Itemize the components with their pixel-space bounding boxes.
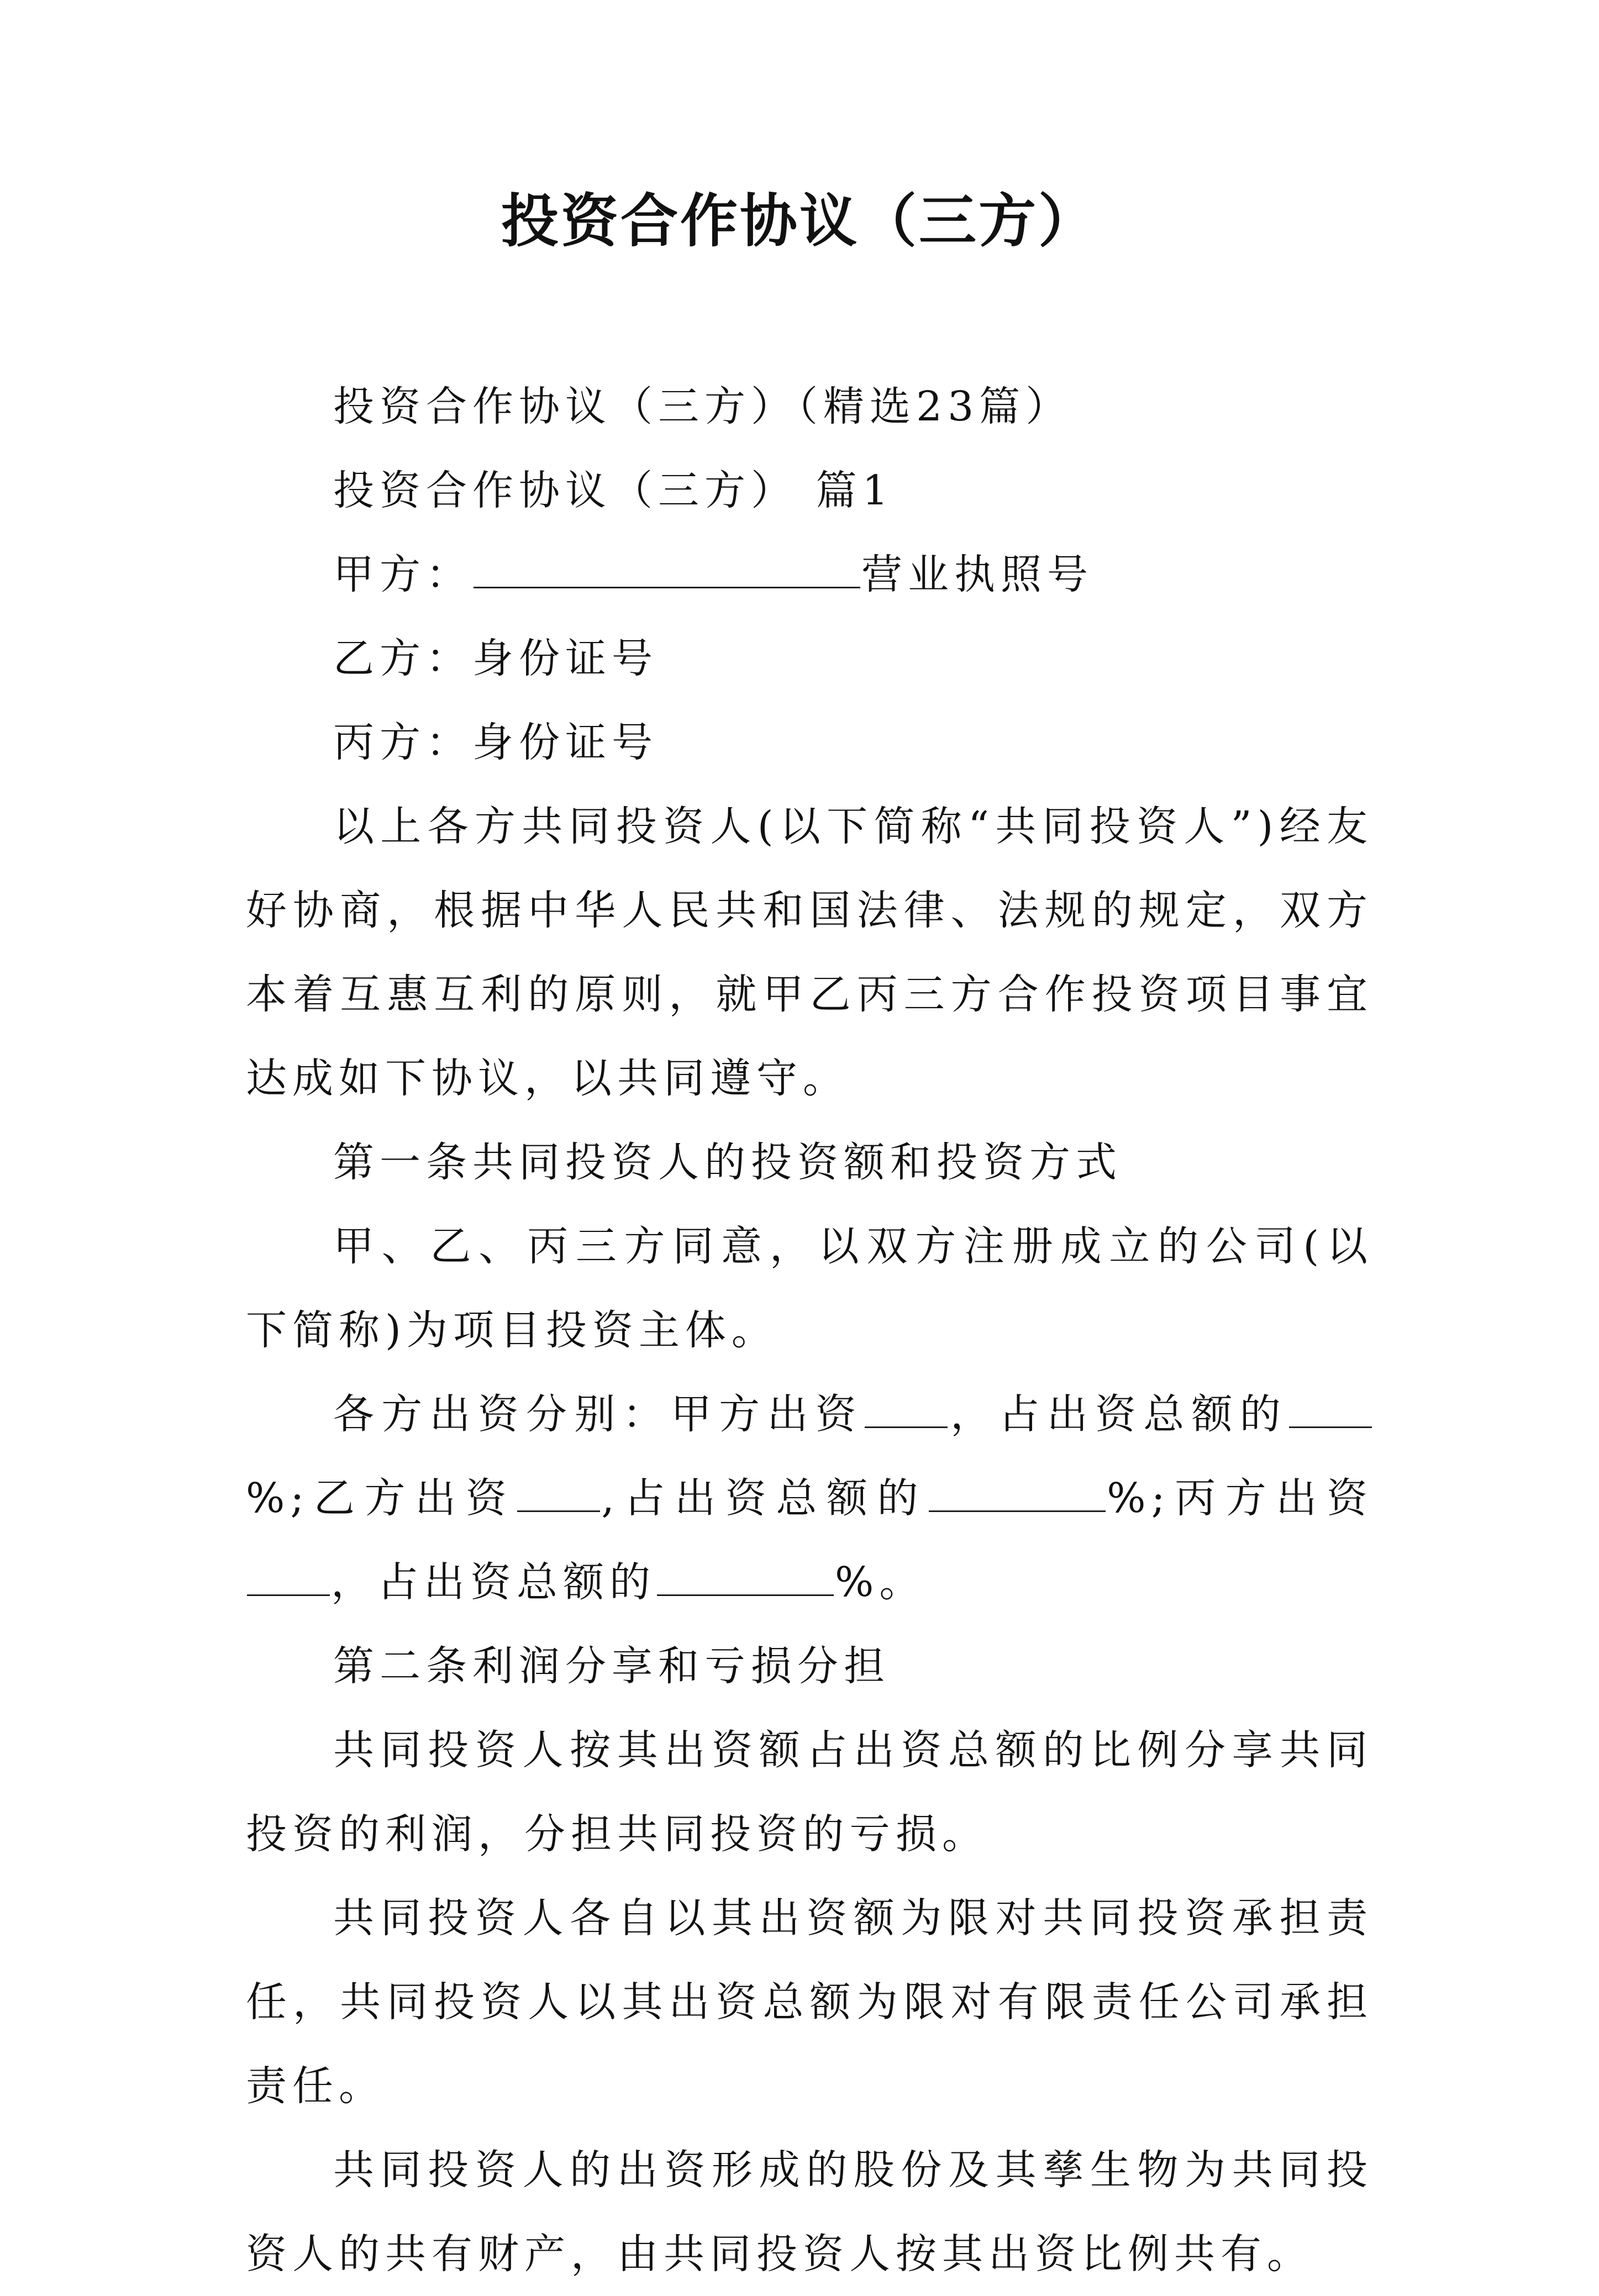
party-b-line: 乙方：身份证号 xyxy=(333,635,658,682)
party-a-label: 甲方： xyxy=(333,551,472,598)
section-heading: 投资合作协议（三方） 篇1 xyxy=(333,467,894,514)
contribution-paragraph xyxy=(246,1372,1373,1624)
party-a-suffix: 营业执照号 xyxy=(861,551,1093,598)
contrib-text-3: %;乙方出资 xyxy=(246,1475,517,1522)
party-b-percent-blank xyxy=(929,1474,1106,1512)
article-2-heading: 第二条利润分享和亏损分担 xyxy=(333,1642,890,1690)
intro-paragraph: 以上各方共同投资人(以下简称“共同投资人”)经友好协商，根据中华人民共和国法律、法规的规定，双方本着互惠互利的原则，就甲乙丙三方合作投资项目事宜达成如下协议，以共同遵守。 xyxy=(246,803,1373,1102)
article-2-paragraph-1: 共同投资人按其出资额占出资总额的比例分享共同投资的利润，分担共同投资的亏损。 xyxy=(246,1726,1373,1858)
contrib-text-6: ，占出资总额的 xyxy=(331,1558,656,1606)
contrib-text-4: ,占出资总额的 xyxy=(601,1475,928,1522)
contrib-text-7: %。 xyxy=(835,1558,926,1606)
contrib-text-5: %;丙方出资 xyxy=(1107,1475,1374,1522)
party-a-blank xyxy=(474,550,860,588)
party-a-amount-blank xyxy=(865,1390,948,1428)
party-c-percent-blank xyxy=(657,1558,834,1596)
contrib-text-1: 各方出资分别：甲方出资 xyxy=(333,1391,864,1438)
document-body xyxy=(246,365,1373,2296)
party-c-line: 丙方：身份证号 xyxy=(333,719,658,766)
party-a-line xyxy=(246,533,1373,617)
party-a-percent-blank xyxy=(1289,1390,1372,1428)
article-1-paragraph: 甲、乙、丙三方同意，以双方注册成立的公司(以下简称)为项目投资主体。 xyxy=(246,1223,1373,1354)
party-b-amount-blank xyxy=(517,1474,600,1512)
document-title: 投资合作协议（三方） xyxy=(501,187,1098,255)
article-2-paragraph-2: 共同投资人各自以其出资额为限对共同投资承担责任，共同投资人以其出资总额为限对有限责任公司承担责任。 xyxy=(246,1894,1373,2110)
contrib-text-2: ，占出资总额的 xyxy=(948,1391,1288,1438)
party-c-amount-blank xyxy=(247,1558,330,1596)
article-1-heading: 第一条共同投资人的投资额和投资方式 xyxy=(333,1139,1122,1186)
subtitle: 投资合作协议（三方）（精选23篇） xyxy=(333,383,1072,430)
article-2-paragraph-3: 共同投资人的出资形成的股份及其孳生物为共同投资人的共有财产，由共同投资人按其出资比例共有。 xyxy=(246,2146,1373,2278)
